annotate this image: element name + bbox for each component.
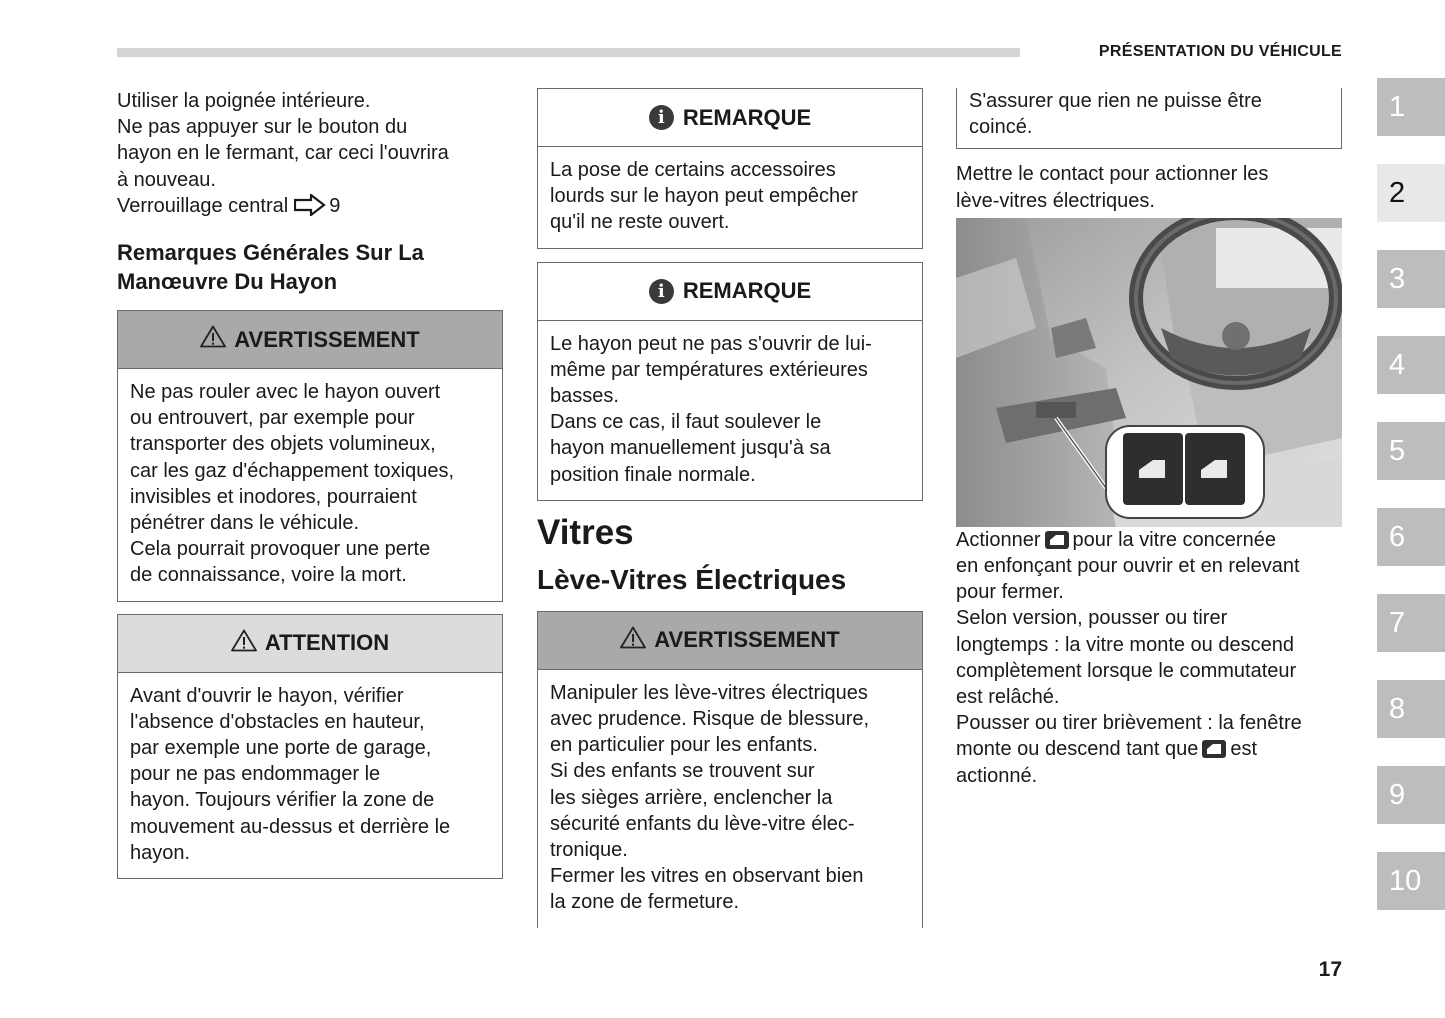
chapter-tab-5[interactable]: 5 [1377,422,1445,480]
reference-text: Verrouillage central [117,194,289,217]
action-text: monte ou descend tant que [956,738,1199,761]
text-line: Fermer les vitres en observant bien [550,865,864,888]
text-line: l'absence d'obstacles en hauteur, [130,710,425,733]
text-line: Pousser ou tirer brièvement : la fenêtre [956,712,1302,735]
attention-title: ATTENTION [264,630,390,656]
text-line: Si des enfants se trouvent sur [550,760,815,783]
window-switch-icon [1202,739,1226,757]
text-line: sécurité enfants du lève-vitre élec- [550,812,855,835]
text-line: avec prudence. Risque de blessure, [550,708,870,731]
text-line: Avant d'ouvrir le hayon, vérifier [130,684,404,707]
info-icon: i [649,105,674,130]
info-icon: i [649,279,674,304]
text-line: à nouveau. [117,168,216,191]
text-line: de connaissance, voire la mort. [130,564,407,587]
warning-body [118,369,502,601]
warning-triangle-icon [200,325,226,354]
warning-box [537,611,923,928]
chapter-tab-3[interactable]: 3 [1377,250,1445,308]
text-line: Ne pas rouler avec le hayon ouvert [130,381,441,404]
text-line: même par températures extérieures [550,358,868,381]
arrow-reference-icon [294,194,326,223]
text-line: en enfonçant pour ouvrir et en relevant [956,555,1300,578]
warning-header [538,612,922,670]
chapter-tab-4[interactable]: 4 [1377,336,1445,394]
chapter-title: Vitres [537,512,634,552]
text-line: actionné. [956,764,1038,787]
text-line: longtemps : la vitre monte ou descend [956,633,1294,656]
chapter-tab-6[interactable]: 6 [1377,508,1445,566]
cross-reference[interactable] [117,193,503,223]
dashboard-illustration [956,218,1342,527]
text-line: lourds sur le hayon peut empêcher [550,185,858,208]
text-line: Cela pourrait provoquer une perte [130,538,431,561]
action-text: est [1230,738,1258,761]
note-title: REMARQUE [682,104,812,130]
text-line: Ne pas appuyer sur le bouton du [117,116,408,139]
text-line: basses. [550,385,619,408]
text-line: Selon version, pousser ou tirer [956,607,1228,630]
warning-box [117,310,503,602]
note-header [538,89,922,147]
section-heading: Manœuvre Du Hayon [117,269,338,295]
note-body [538,321,922,500]
text-line: transporter des objets volumineux, [130,433,436,456]
warning-title: AVERTISSEMENT [234,326,420,352]
chapter-tab-9[interactable]: 9 [1377,766,1445,824]
continued-box [956,88,1342,149]
text-line: est relâché. [956,686,1060,709]
chapter-tab-7[interactable]: 7 [1377,594,1445,652]
note-box [537,88,923,249]
warning-header [118,311,502,369]
warning-triangle-icon [231,629,257,658]
text-line: tronique. [550,839,628,862]
text-line: Utiliser la poignée intérieure. [117,90,371,112]
window-switch-icon [1045,530,1069,548]
attention-box [117,614,503,879]
text-line: ou entrouvert, par exemple pour [130,407,415,430]
attention-header [118,615,502,673]
text-line: par exemple une porte de garage, [130,737,432,760]
page-number: 17 [1318,958,1342,981]
text-line: hayon. [130,841,191,864]
chapter-tab-2[interactable]: 2 [1377,164,1445,222]
text-line: position finale normale. [550,463,756,486]
column-1 [117,88,503,879]
text-line: car les gaz d'échappement toxiques, [130,459,455,482]
text-line: la zone de fermeture. [550,891,739,914]
chapter-tab-1[interactable]: 1 [1377,78,1445,136]
text-line: en particulier pour les enfants. [550,734,818,757]
text-line [956,736,1342,762]
text-line [956,527,1342,553]
action-text: pour la vitre concernée [1072,528,1276,551]
text-line: Le hayon peut ne pas s'ouvrir de lui- [550,332,872,355]
subsection-title: Lève-Vitres Électriques [537,563,847,595]
column-3 [956,88,1342,789]
chapter-tab-10[interactable]: 10 [1377,852,1445,910]
text-line: les sièges arrière, enclencher la [550,786,833,809]
text-line: coincé. [969,116,1033,139]
text-line: hayon manuellement jusqu'à sa [550,437,831,460]
warning-body [538,670,922,928]
column-2 [537,88,923,928]
text-line: lève-vitres électriques. [956,189,1155,212]
text-line: pénétrer dans le véhicule. [130,512,360,535]
section-heading: Remarques Générales Sur La [117,240,424,266]
note-box [537,262,923,501]
text-line: Dans ce cas, il faut soulever le [550,411,822,434]
warning-title: AVERTISSEMENT [654,627,840,653]
text-line: La pose de certains accessoires [550,159,836,181]
header-rule [117,48,1020,57]
action-text: Actionner [956,528,1041,551]
section-title: PRÉSENTATION DU VÉHICULE [1098,43,1342,60]
reference-page: 9 [329,194,341,217]
text-line: hayon. Toujours vérifier la zone de [130,789,435,812]
text-line: pour fermer. [956,581,1064,604]
text-line: Manipuler les lève-vitres électriques [550,681,868,704]
text-line: S'assurer que rien ne puisse être [969,90,1262,112]
text-line: complètement lorsque le commutateur [956,659,1297,682]
text-line: pour ne pas endommager le [130,763,381,786]
warning-triangle-icon [620,626,646,655]
note-header [538,263,922,321]
text-line: mouvement au-dessus et derrière le [130,815,451,838]
text-line: hayon en le fermant, car ceci l'ouvrira [117,142,449,165]
text-line: Mettre le contact pour actionner les [956,163,1269,186]
text-line: invisibles et inodores, pourraient [130,485,417,508]
text-line: qu'il ne reste ouvert. [550,211,730,234]
note-body [538,147,922,248]
attention-body [118,673,502,878]
chapter-tab-8[interactable]: 8 [1377,680,1445,738]
note-title: REMARQUE [682,278,812,304]
